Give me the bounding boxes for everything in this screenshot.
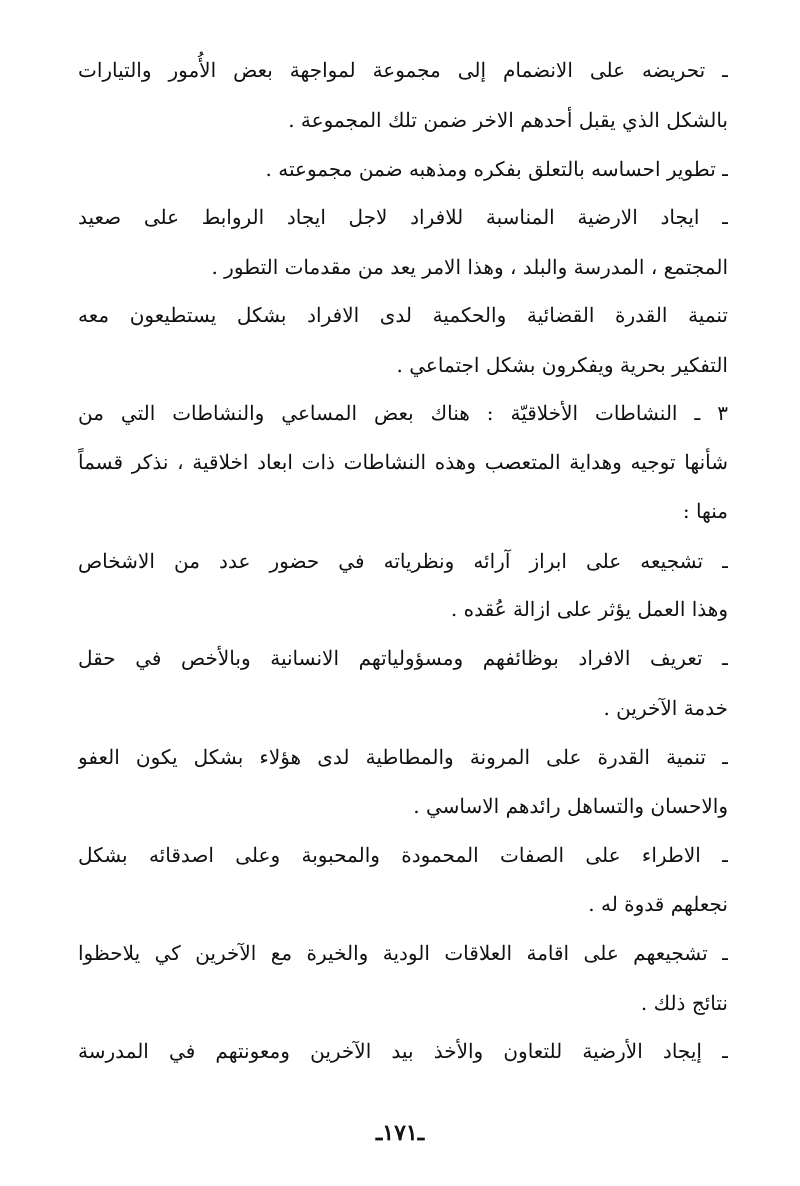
- text-line: ـ الاطراء على الصفات المحمودة والمحبوبة وعلى اصدقائه بشكل: [78, 843, 728, 867]
- text-line: ـ تنمية القدرة على المرونة والمطاطية لدى هؤلاء بشكل يكون العفو: [78, 745, 728, 769]
- text-line: ـ تشجيعهم على اقامة العلاقات الودية والخيرة مع الآخرين كي يلاحظوا: [78, 941, 728, 965]
- text-line: ـ تطوير احساسه بالتعلق بفكره ومذهبه ضمن مجموعته .: [265, 157, 728, 181]
- text-line: ـ تعريف الافراد بوظائفهم ومسؤولياتهم الانسانية وبالأخص في حقل: [78, 646, 728, 670]
- section-heading-line: ٣ ـ النشاطات الأخلاقيّة : هناك بعض المساعي والنشاطات التي من: [78, 401, 728, 425]
- text-line: شأنها توجيه وهداية المتعصب وهذه النشاطات ذات ابعاد اخلاقية ، نذكر قسماً: [78, 450, 728, 474]
- text-line: نجعلهم قدوة له .: [588, 892, 728, 916]
- text-line: ـ تحريضه على الانضمام إلى مجموعة لمواجهة بعض الأُمور والتيارات: [78, 58, 728, 82]
- text-line: وهذا العمل يؤثر على ازالة عُقده .: [450, 597, 728, 621]
- text-line: نتائج ذلك .: [640, 991, 728, 1015]
- text-line: ـ تشجيعه على ابراز آرائه ونظرياته في حضور عدد من الاشخاص: [78, 549, 728, 573]
- text-line: المجتمع ، المدرسة والبلد ، وهذا الامر يعد من مقدمات التطور .: [211, 255, 728, 279]
- text-line: والاحسان والتساهل رائدهم الاساسي .: [413, 794, 728, 818]
- text-line: منها :: [682, 499, 728, 523]
- text-line: ـ ايجاد الارضية المناسبة للافراد لاجل ايجاد الروابط على صعيد: [78, 205, 728, 229]
- text-line: بالشكل الذي يقبل أحدهم الاخر ضمن تلك المجموعة .: [288, 108, 728, 132]
- text-line: خدمة الآخرين .: [603, 696, 728, 720]
- text-line: ـ إيجاد الأرضية للتعاون والأخذ بيد الآخرين ومعونتهم في المدرسة: [78, 1039, 728, 1063]
- page-number: ـ١٧١ـ: [375, 1120, 425, 1146]
- text-line: التفكير بحرية ويفكرون بشكل اجتماعي .: [396, 353, 728, 377]
- text-line: تنمية القدرة القضائية والحكمية لدى الافراد بشكل يستطيعون معه: [78, 303, 728, 327]
